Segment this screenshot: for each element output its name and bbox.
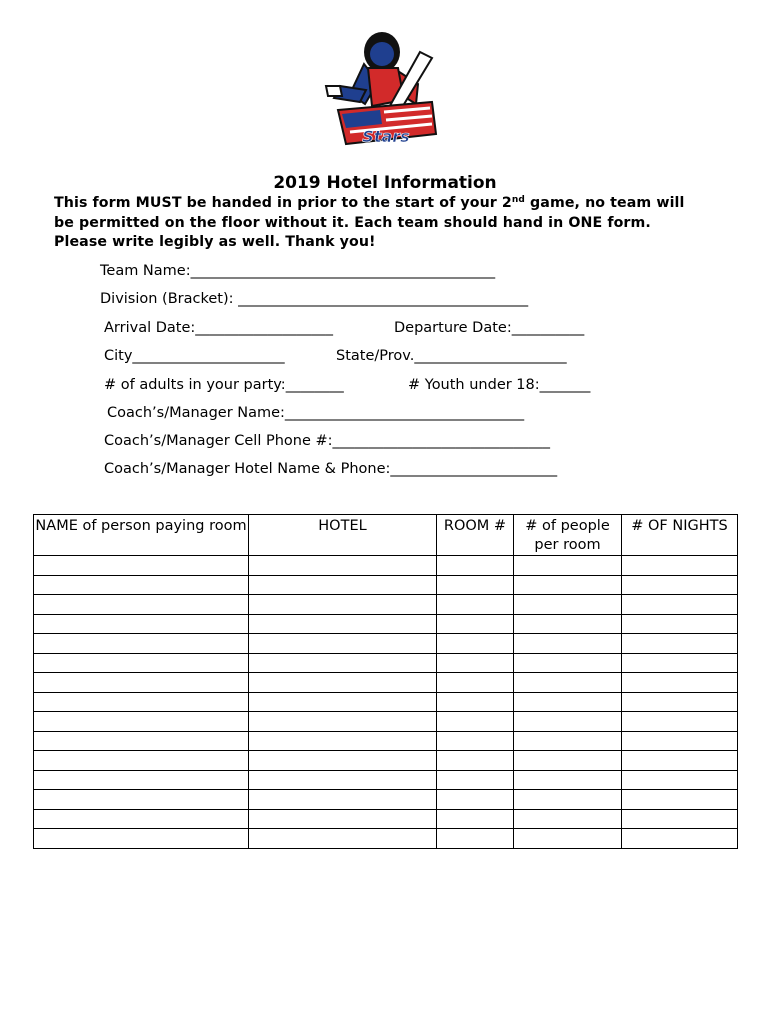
name-cell[interactable] — [34, 634, 249, 654]
instructions-line-2: be permitted on the floor without it. Each team should hand in ONE form. — [54, 214, 651, 231]
room-cell[interactable] — [437, 770, 514, 790]
instructions — [54, 194, 724, 253]
header-nights: # OF NIGHTS — [622, 515, 738, 556]
nights-cell[interactable] — [622, 614, 738, 634]
room-cell[interactable] — [437, 790, 514, 810]
hotel-cell[interactable] — [249, 614, 437, 634]
coach-name-field[interactable]: Coach’s/Manager Name:_________________________________ — [107, 405, 525, 421]
people-cell[interactable] — [514, 595, 622, 615]
team-name-field[interactable]: Team Name:__________________________________________ — [100, 263, 496, 279]
logo-wordmark: Stars — [362, 127, 410, 146]
hotel-cell[interactable] — [249, 692, 437, 712]
nights-cell[interactable] — [622, 809, 738, 829]
header-hotel: HOTEL — [249, 515, 437, 556]
name-cell[interactable] — [34, 692, 249, 712]
people-cell[interactable] — [514, 556, 622, 576]
nights-cell[interactable] — [622, 712, 738, 732]
nights-cell[interactable] — [622, 556, 738, 576]
nights-cell[interactable] — [622, 653, 738, 673]
table-row — [34, 731, 738, 751]
city-field[interactable]: City_____________________ — [104, 348, 285, 364]
table-row — [34, 829, 738, 849]
name-cell[interactable] — [34, 556, 249, 576]
people-cell[interactable] — [514, 653, 622, 673]
hotel-cell[interactable] — [249, 790, 437, 810]
nights-cell[interactable] — [622, 790, 738, 810]
nights-cell[interactable] — [622, 751, 738, 771]
nights-cell[interactable] — [622, 731, 738, 751]
people-cell[interactable] — [514, 790, 622, 810]
people-cell[interactable] — [514, 614, 622, 634]
table-row — [34, 634, 738, 654]
room-cell[interactable] — [437, 712, 514, 732]
room-cell[interactable] — [437, 809, 514, 829]
table-row — [34, 653, 738, 673]
name-cell[interactable] — [34, 829, 249, 849]
people-cell[interactable] — [514, 751, 622, 771]
room-cell[interactable] — [437, 692, 514, 712]
name-cell[interactable] — [34, 712, 249, 732]
people-cell[interactable] — [514, 692, 622, 712]
table-row — [34, 809, 738, 829]
people-cell[interactable] — [514, 731, 622, 751]
arrival-date-field[interactable]: Arrival Date:___________________ — [104, 320, 334, 336]
hotel-cell[interactable] — [249, 731, 437, 751]
hotel-cell[interactable] — [249, 556, 437, 576]
room-cell[interactable] — [437, 653, 514, 673]
people-cell[interactable] — [514, 712, 622, 732]
table-row — [34, 692, 738, 712]
name-cell[interactable] — [34, 731, 249, 751]
table-row — [34, 614, 738, 634]
room-cell[interactable] — [437, 673, 514, 693]
table-header-row — [34, 515, 738, 556]
room-cell[interactable] — [437, 829, 514, 849]
people-cell[interactable] — [514, 770, 622, 790]
table-row — [34, 673, 738, 693]
name-cell[interactable] — [34, 614, 249, 634]
instructions-line-1-text: This form MUST be handed in prior to the start of your 2 — [54, 195, 512, 211]
nights-cell[interactable] — [622, 673, 738, 693]
room-cell[interactable] — [437, 556, 514, 576]
name-cell[interactable] — [34, 673, 249, 693]
hotel-cell[interactable] — [249, 653, 437, 673]
table-row — [34, 790, 738, 810]
room-cell[interactable] — [437, 595, 514, 615]
header-people: # of people per room — [514, 515, 622, 556]
table-row — [34, 770, 738, 790]
instructions-line-1-end: game, no team will — [524, 195, 685, 211]
table-row — [34, 556, 738, 576]
nights-cell[interactable] — [622, 595, 738, 615]
nights-cell[interactable] — [622, 634, 738, 654]
room-cell[interactable] — [437, 575, 514, 595]
people-cell[interactable] — [514, 829, 622, 849]
coach-hotel-field[interactable]: Coach’s/Manager Hotel Name & Phone:_______________________ — [104, 461, 558, 477]
nights-cell[interactable] — [622, 575, 738, 595]
hotel-cell[interactable] — [249, 673, 437, 693]
youth-field[interactable]: # Youth under 18:_______ — [408, 377, 591, 393]
table-row — [34, 712, 738, 732]
instructions-line-1 — [54, 194, 724, 214]
header-room: ROOM # — [437, 515, 514, 556]
name-cell[interactable] — [34, 751, 249, 771]
room-cell[interactable] — [437, 634, 514, 654]
name-cell[interactable] — [34, 770, 249, 790]
hotel-cell[interactable] — [249, 575, 437, 595]
page-title: 2019 Hotel Information — [273, 173, 497, 193]
nights-cell[interactable] — [622, 692, 738, 712]
room-cell[interactable] — [437, 751, 514, 771]
hotel-cell[interactable] — [249, 595, 437, 615]
table-row — [34, 595, 738, 615]
hotel-cell[interactable] — [249, 751, 437, 771]
room-cell[interactable] — [437, 731, 514, 751]
name-cell[interactable] — [34, 790, 249, 810]
nights-cell[interactable] — [622, 829, 738, 849]
team-mascot-logo — [320, 24, 452, 154]
header-name: NAME of person paying room — [34, 515, 249, 556]
hotel-cell[interactable] — [249, 770, 437, 790]
division-field[interactable]: Division (Bracket): ________________________________________ — [100, 291, 529, 307]
room-cell[interactable] — [437, 614, 514, 634]
people-cell[interactable] — [514, 575, 622, 595]
state-field[interactable]: State/Prov._____________________ — [336, 348, 567, 364]
people-cell[interactable] — [514, 809, 622, 829]
name-cell[interactable] — [34, 595, 249, 615]
departure-date-field[interactable]: Departure Date:__________ — [394, 320, 585, 336]
superscript-nd: nd — [511, 195, 525, 205]
table-body — [34, 556, 738, 849]
name-cell[interactable] — [34, 809, 249, 829]
hotel-cell[interactable] — [249, 829, 437, 849]
hotel-table — [33, 514, 738, 849]
table-row — [34, 575, 738, 595]
adults-field[interactable]: # of adults in your party:________ — [104, 377, 344, 393]
people-cell[interactable] — [514, 634, 622, 654]
coach-phone-field[interactable]: Coach’s/Manager Cell Phone #:______________________________ — [104, 433, 551, 449]
instructions-line-3: Please write legibly as well. Thank you! — [54, 234, 376, 250]
hotel-cell[interactable] — [249, 634, 437, 654]
hotel-cell[interactable] — [249, 712, 437, 732]
name-cell[interactable] — [34, 653, 249, 673]
people-cell[interactable] — [514, 673, 622, 693]
hotel-cell[interactable] — [249, 809, 437, 829]
nights-cell[interactable] — [622, 770, 738, 790]
name-cell[interactable] — [34, 575, 249, 595]
table-row — [34, 751, 738, 771]
